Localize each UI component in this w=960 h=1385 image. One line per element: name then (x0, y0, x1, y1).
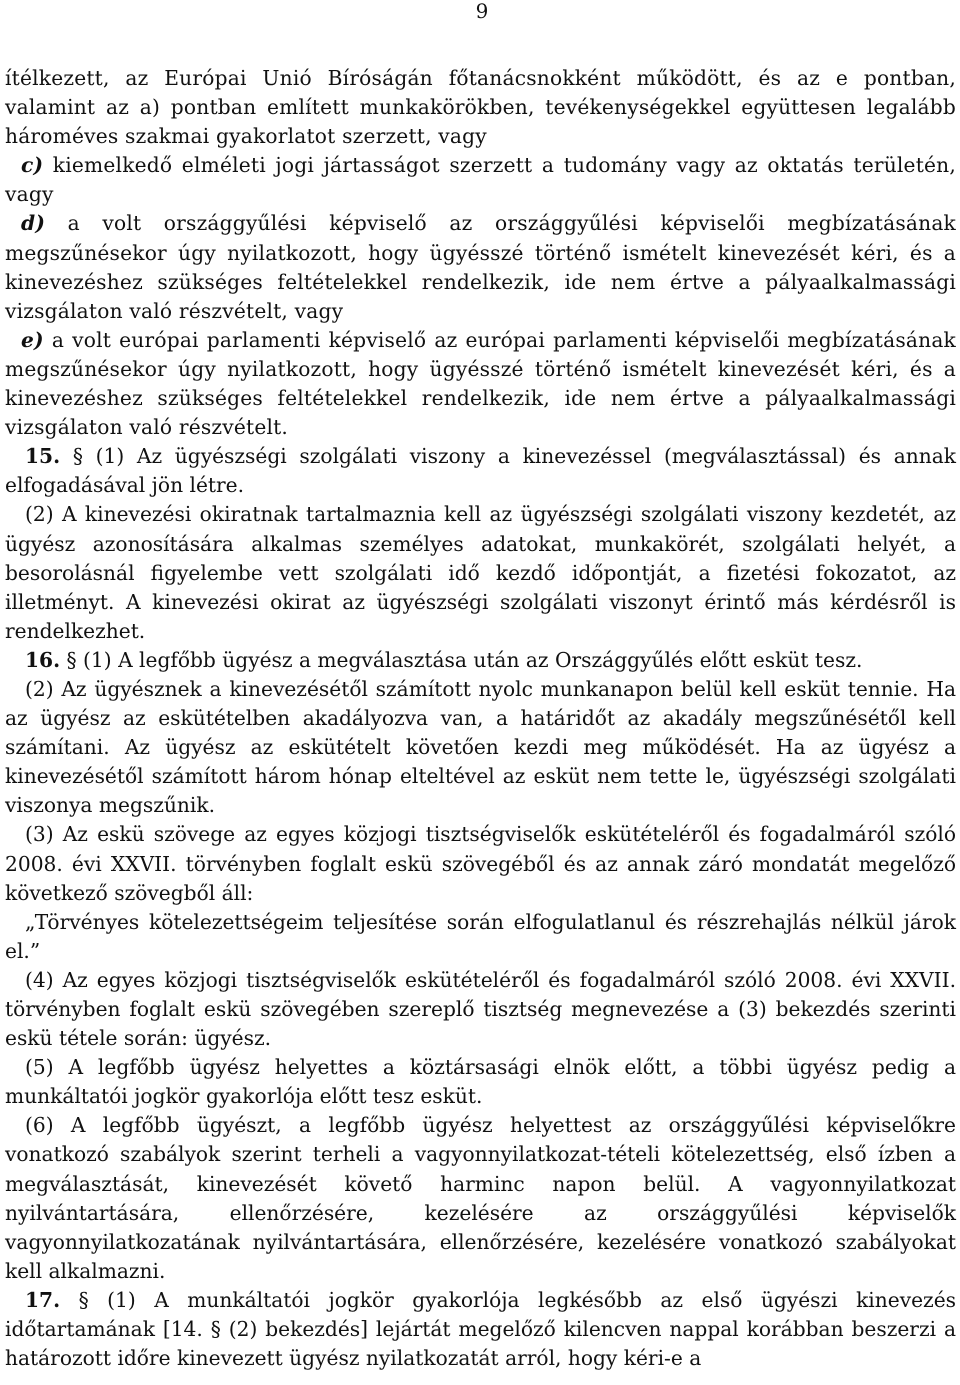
section-16-paragraph-4 (5, 966, 956, 1053)
paragraph-text: a volt európai parlamenti képviselő az európai parlamenti képviselői megbízatásának megszűnésekor úgy nyilatkozott, hogy ügyésszé történő ismételt kinevezését kéri, és a kinevezéshez szükséges feltételekkel rendelkezik, ide nem értve a pályaalkalmassági vizsgálaton való részvételt. (5, 327, 956, 440)
section-16-paragraph-2 (5, 675, 956, 820)
paragraph-text: § (1) A legfőbb ügyész a megválasztása után az Országgyűlés előtt esküt tesz. (60, 647, 863, 672)
section-15-paragraph-1 (5, 442, 956, 500)
paragraph-text: kiemelkedő elméleti jogi jártasságot szerzett a tudomány vagy az oktatás területén, vagy (5, 153, 956, 207)
page-number: 9 (475, 0, 489, 23)
section-number: 15. (25, 444, 61, 469)
paragraph-text: (4) Az egyes közjogi tisztségviselők eskütételéről és fogadalmáról szóló 2008. évi XXVII. törvényben foglalt eskü szövegében szereplő tisztség megnevezése a (3) bekezdés szerinti eskü tétele során: ügyész. (5, 967, 956, 1051)
paragraph-continuation (5, 64, 956, 151)
section-number: 16. (25, 647, 61, 672)
section-number: 17. (25, 1287, 61, 1312)
paragraph-text: § (1) A munkáltatói jogkör gyakorlója legkésőbb az első ügyészi kinevezés időtartamának [14. § (2) bekezdés] lejártát megelőző kilencven nappal korábban beszerzi a határozott időre kinevezett ügyész nyilatkozatát arról, hogy kéri-e a (5, 1287, 956, 1371)
paragraph-text: (2) Az ügyésznek a kinevezésétől számított nyolc munkanapon belül kell esküt tennie. Ha az ügyész az eskütételben akadályozva van, a határidőt az akadály megszűnésétől kell számítani. Az ügyész az eskütételt követően kezdi meg működését. Ha az ügyész a kinevezésétől számított három hónap elteltével az esküt nem tette le, ügyészségi szolgálati viszonya megszűnik. (5, 676, 956, 818)
paragraph-text: (5) A legfőbb ügyész helyettes a köztársasági elnök előtt, a többi ügyész pedig a munkáltatói jogkör gyakorlója előtt tesz esküt. (5, 1055, 956, 1109)
paragraph-text: (6) A legfőbb ügyészt, a legfőbb ügyész helyettest az országgyűlési képviselőkre vonatkozó szabályok szerint terheli a vagyonnyilatkozat-tételi kötelezettség, első ízben a megválasztását, kinevezését követő harminc napon belül. A vagyonnyilatkozat nyilvántartására, ellenőrzésére, kezelésére az országgyűlési képviselők vagyonnyilatkozatának nyilvántartására, ellenőrzésére, kezelésére vonatkozó szabályokat kell alkalmazni. (5, 1113, 956, 1283)
section-16-paragraph-1 (5, 646, 956, 675)
section-16-paragraph-5 (5, 1053, 956, 1111)
point-label: d) (21, 211, 46, 236)
paragraph-text: „Törvényes kötelezettségeim teljesítése során elfogulatlanul és részrehajlás nélkül járok el.” (5, 909, 956, 963)
paragraph-text: § (1) Az ügyészségi szolgálati viszony a kinevezéssel (megválasztással) és annak elfogadásával jön létre. (5, 444, 956, 498)
section-15-paragraph-2 (5, 500, 956, 645)
oath-quote (5, 908, 956, 966)
paragraph-text: (3) Az eskü szövege az egyes közjogi tisztségviselők eskütételéről és fogadalmáról szóló 2008. évi XXVII. törvényben foglalt eskü szövegéből és az annak záró mondatát megelőző következő szövegből áll: (5, 822, 956, 905)
section-16-paragraph-3 (5, 820, 956, 907)
paragraph-text: (2) A kinevezési okiratnak tartalmaznia kell az ügyészségi szolgálati viszony kezdetét, az ügyész azonosítására alkalmas személyes adatokat, munkakörét, szolgálati helyét, a besorolásnál figyelembe vett szolgálati idő kezdő időpontját, a fizetési fokozatot, az illetményt. A kinevezési okirat az ügyészségi szolgálati viszonyt érintő más kérdésről is rendelkezhet. (5, 502, 956, 643)
paragraph-text: ítélkezett, az Európai Unió Bíróságán főtanácsnokként működött, és az e pontban, valamint az a) pontban említett munkakörökben, tevékenységekkel együttesen legalább hároméves szakmai gyakorlatot szerzett, vagy (5, 66, 956, 149)
section-17-paragraph-1 (5, 1286, 956, 1373)
point-label: e) (21, 327, 44, 352)
point-label: c) (21, 153, 44, 178)
paragraph-point-d (5, 209, 956, 325)
paragraph-point-e (5, 326, 956, 442)
document-body (5, 64, 956, 1373)
paragraph-text: a volt országgyűlési képviselő az országgyűlési képviselői megbízatásának megszűnésekor úgy nyilatkozott, hogy ügyésszé történő ismételt kinevezését kéri, és a kinevezéshez szükséges feltételekkel rendelkezik, ide nem értve a pályaalkalmassági vizsgálaton való részvételt, vagy (5, 211, 956, 323)
section-16-paragraph-6 (5, 1111, 956, 1286)
paragraph-point-c (5, 151, 956, 209)
